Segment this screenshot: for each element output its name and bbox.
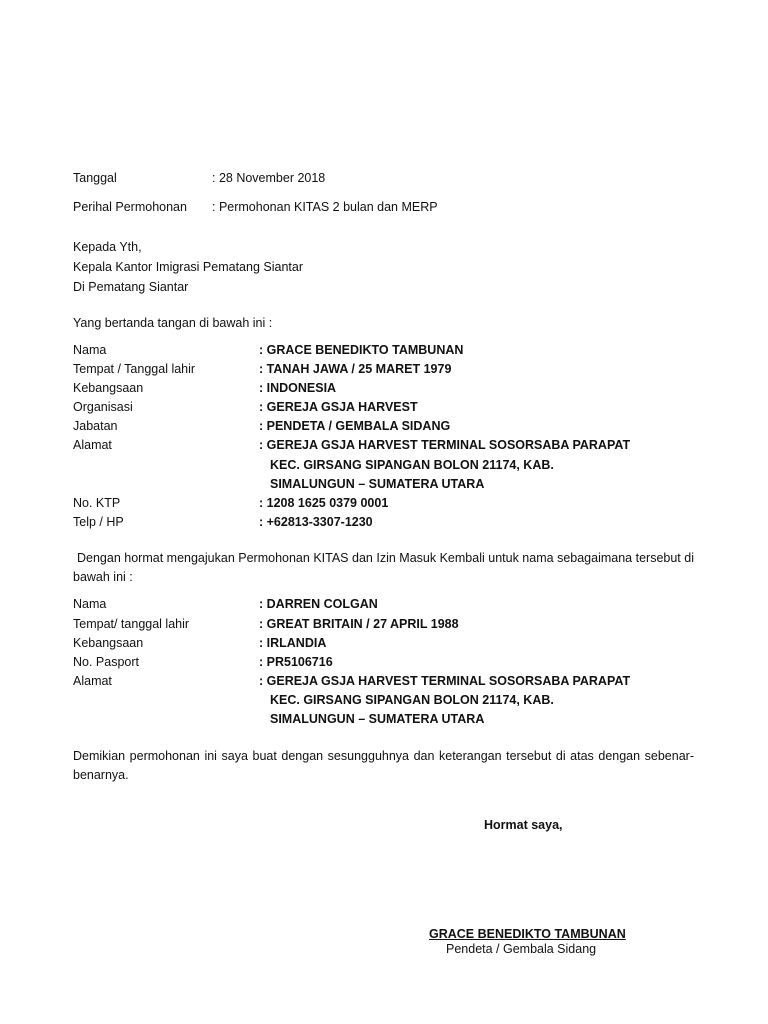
applicant-nama-value: : GRACE BENEDIKTO TAMBUNAN bbox=[259, 343, 464, 357]
foreigner-alamat-line-2: KEC. GIRSANG SIPANGAN BOLON 21174, KAB. bbox=[270, 693, 554, 707]
foreigner-kebangsaan-label: Kebangsaan bbox=[73, 636, 144, 650]
applicant-alamat-label: Alamat bbox=[73, 438, 112, 452]
perihal-value: : Permohonan KITAS 2 bulan dan MERP bbox=[212, 200, 438, 214]
applicant-organisasi-value: : GEREJA GSJA HARVEST bbox=[259, 400, 418, 414]
signature-greeting: Hormat saya, bbox=[484, 818, 563, 832]
applicant-nama-label: Nama bbox=[73, 343, 107, 357]
request-paragraph: Dengan hormat mengajukan Permohonan KITAS dan Izin Masuk Kembali untuk nama sebagaimana tersebut di bawah ini : bbox=[73, 551, 694, 584]
recipient-line-2: Kepala Kantor Imigrasi Pematang Siantar bbox=[73, 260, 303, 274]
recipient-line-3: Di Pematang Siantar bbox=[73, 280, 189, 294]
foreigner-nama-value: : DARREN COLGAN bbox=[259, 597, 378, 611]
applicant-jabatan-label: Jabatan bbox=[73, 419, 118, 433]
foreigner-nama-label: Nama bbox=[73, 597, 107, 611]
foreigner-alamat-label: Alamat bbox=[73, 674, 112, 688]
signature-name: GRACE BENEDIKTO TAMBUNAN bbox=[429, 927, 626, 941]
applicant-alamat-line-3: SIMALUNGUN – SUMATERA UTARA bbox=[270, 477, 485, 491]
applicant-ktp-value: : 1208 1625 0379 0001 bbox=[259, 496, 389, 510]
closing-paragraph: Demikian permohonan ini saya buat dengan sesungguhnya dan keterangan tersebut di atas dengan sebenar-benarnya. bbox=[73, 749, 694, 782]
foreigner-paspor-label: No. Pasport bbox=[73, 655, 140, 669]
applicant-organisasi-label: Organisasi bbox=[73, 400, 133, 414]
tanggal-label: Tanggal bbox=[73, 171, 117, 185]
applicant-alamat-line-1: : GEREJA GSJA HARVEST TERMINAL SOSORSABA PARAPAT bbox=[259, 438, 631, 452]
applicant-alamat-line-2: KEC. GIRSANG SIPANGAN BOLON 21174, KAB. bbox=[270, 458, 554, 472]
applicant-kebangsaan-label: Kebangsaan bbox=[73, 381, 144, 395]
perihal-label: Perihal Permohonan bbox=[73, 200, 187, 214]
recipient-line-1: Kepada Yth, bbox=[73, 240, 142, 254]
applicant-jabatan-value: : PENDETA / GEMBALA SIDANG bbox=[259, 419, 451, 433]
applicant-telp-label: Telp / HP bbox=[73, 515, 124, 529]
foreigner-alamat-line-1: : GEREJA GSJA HARVEST TERMINAL SOSORSABA PARAPAT bbox=[259, 674, 631, 688]
applicant-ttl-value: : TANAH JAWA / 25 MARET 1979 bbox=[259, 362, 452, 376]
foreigner-paspor-value: : PR5106716 bbox=[259, 655, 333, 669]
applicant-ktp-label: No. KTP bbox=[73, 496, 121, 510]
tanggal-value: : 28 November 2018 bbox=[212, 171, 326, 185]
foreigner-ttl-label: Tempat/ tanggal lahir bbox=[73, 617, 190, 631]
applicant-telp-value: : +62813-3307-1230 bbox=[259, 515, 373, 529]
applicant-ttl-label: Tempat / Tanggal lahir bbox=[73, 362, 196, 376]
foreigner-kebangsaan-value: : IRLANDIA bbox=[259, 636, 327, 650]
signature-title: Pendeta / Gembala Sidang bbox=[446, 942, 597, 956]
applicant-kebangsaan-value: : INDONESIA bbox=[259, 381, 337, 395]
intro-text: Yang bertanda tangan di bawah ini : bbox=[73, 316, 273, 330]
foreigner-alamat-line-3: SIMALUNGUN – SUMATERA UTARA bbox=[270, 712, 485, 726]
foreigner-ttl-value: : GREAT BRITAIN / 27 APRIL 1988 bbox=[259, 617, 459, 631]
